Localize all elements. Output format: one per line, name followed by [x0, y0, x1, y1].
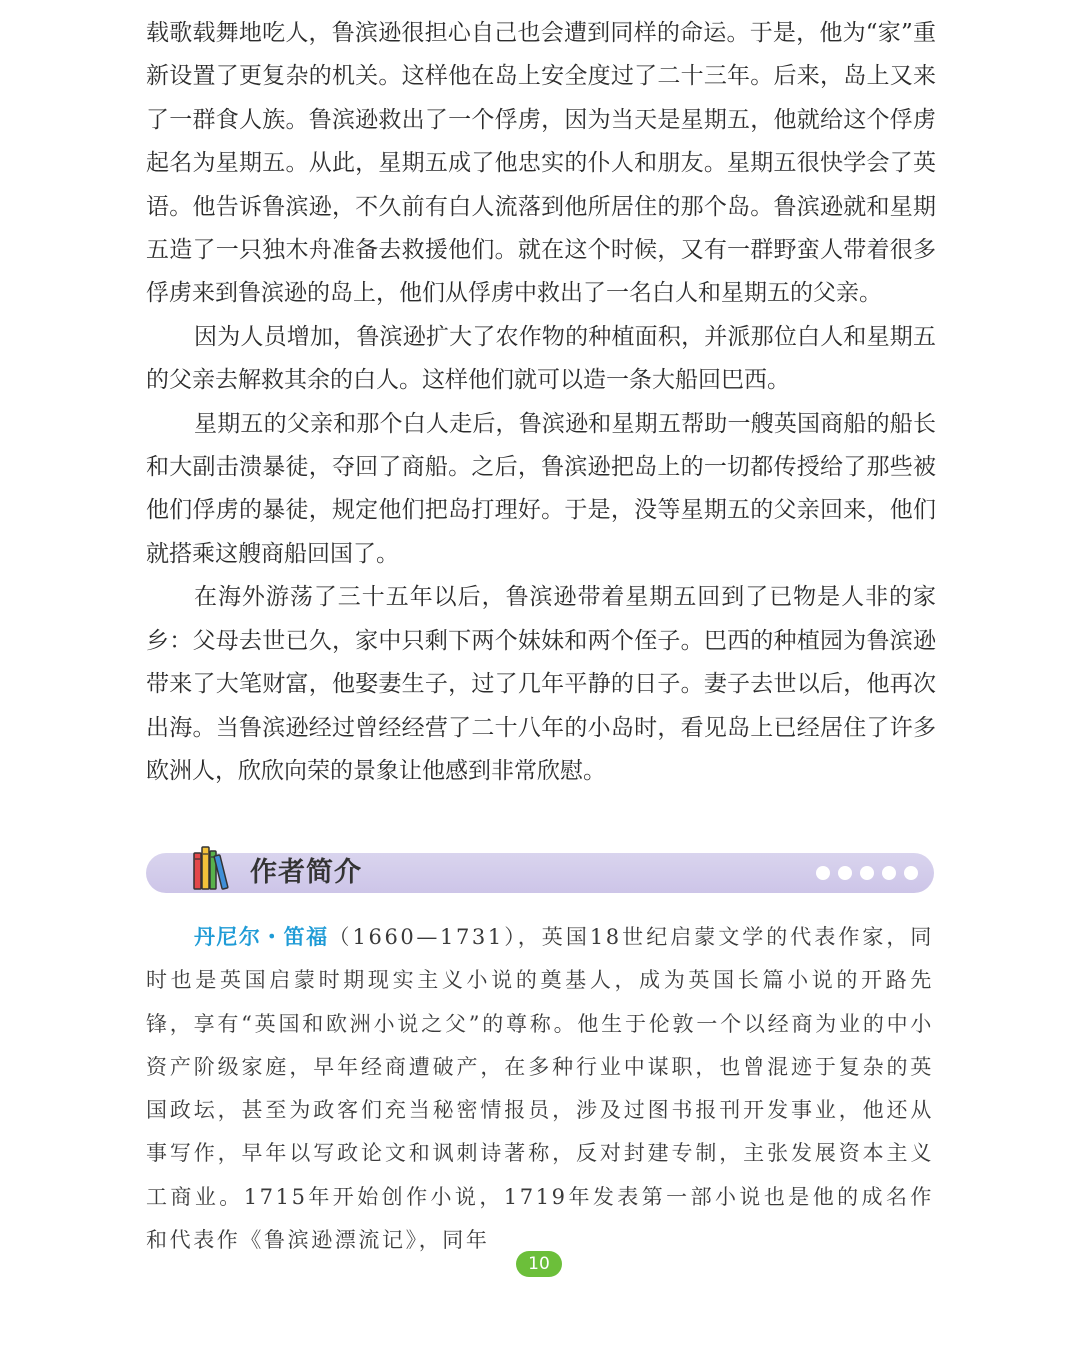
author-bio	[146, 916, 934, 1262]
story-text	[146, 12, 936, 793]
section-title: 作者简介	[250, 857, 362, 888]
books-icon	[192, 845, 232, 891]
dot-icon	[838, 866, 852, 880]
page-number: 10	[516, 1251, 562, 1277]
dot-icon	[816, 866, 830, 880]
story-paragraph: 载歌载舞地吃人，鲁滨逊很担心自己也会遭到同样的命运。于是，他为“家”重新设置了更复杂的机关。这样他在岛上安全度过了二十三年。后来，岛上又来了一群食人族。鲁滨逊救出了一个俘虏，因为当天是星期五，他就给这个俘虏起名为星期五。从此，星期五成了他忠实的仆人和朋友。星期五很快学会了英语。他告诉鲁滨逊，不久前有白人流落到他所居住的那个岛。鲁滨逊就和星期五造了一只独木舟准备去救援他们。就在这个时候，又有一群野蛮人带着很多俘虏来到鲁滨逊的岛上，他们从俘虏中救出了一名白人和星期五的父亲。	[146, 20, 936, 307]
dot-icon	[904, 866, 918, 880]
author-section-header	[146, 853, 934, 893]
story-paragraph: 在海外游荡了三十五年以后，鲁滨逊带着星期五回到了已物是人非的家乡：父母去世已久，家中只剩下两个妹妹和两个侄子。巴西的种植园为鲁滨逊带来了大笔财富，他娶妻生子，过了几年平静的日子。妻子去世以后，他再次出海。当鲁滨逊经过曾经经营了二十八年的小岛时，看见岛上已经居住了许多欧洲人，欣欣向荣的景象让他感到非常欣慰。	[146, 584, 936, 784]
author-bio-text: （1660—1731），英国18世纪启蒙文学的代表作家，同时也是英国启蒙时期现实主义小说的奠基人，成为英国长篇小说的开路先锋，享有“英国和欧洲小说之父”的尊称。他生于伦敦一个以经商为业的中小资产阶级家庭，早年经商遭破产，在多种行业中谋职，也曾混迹于复杂的英国政坛，甚至为政客们充当秘密情报员，涉及过图书报刊开发事业，他还从事写作，早年以写政论文和讽刺诗著称，反对封建专制，主张发展资本主义工商业。1715年开始创作小说，1719年发表第一部小说也是他的成名作和代表作《鲁滨逊漂流记》，同年	[146, 925, 935, 1253]
author-name: 丹尼尔・笛福	[194, 925, 329, 949]
story-paragraph: 因为人员增加，鲁滨逊扩大了农作物的种植面积，并派那位白人和星期五的父亲去解救其余的白人。这样他们就可以造一条大船回巴西。	[146, 323, 936, 394]
story-paragraph: 星期五的父亲和那个白人走后，鲁滨逊和星期五帮助一艘英国商船的船长和大副击溃暴徒，夺回了商船。之后，鲁滨逊把岛上的一切都传授给了那些被他们俘虏的暴徒，规定他们把岛打理好。于是，没等星期五的父亲回来，他们就搭乘这艘商船回国了。	[146, 410, 936, 567]
dot-icon	[860, 866, 874, 880]
dot-icon	[882, 866, 896, 880]
decorative-dots	[816, 866, 918, 880]
